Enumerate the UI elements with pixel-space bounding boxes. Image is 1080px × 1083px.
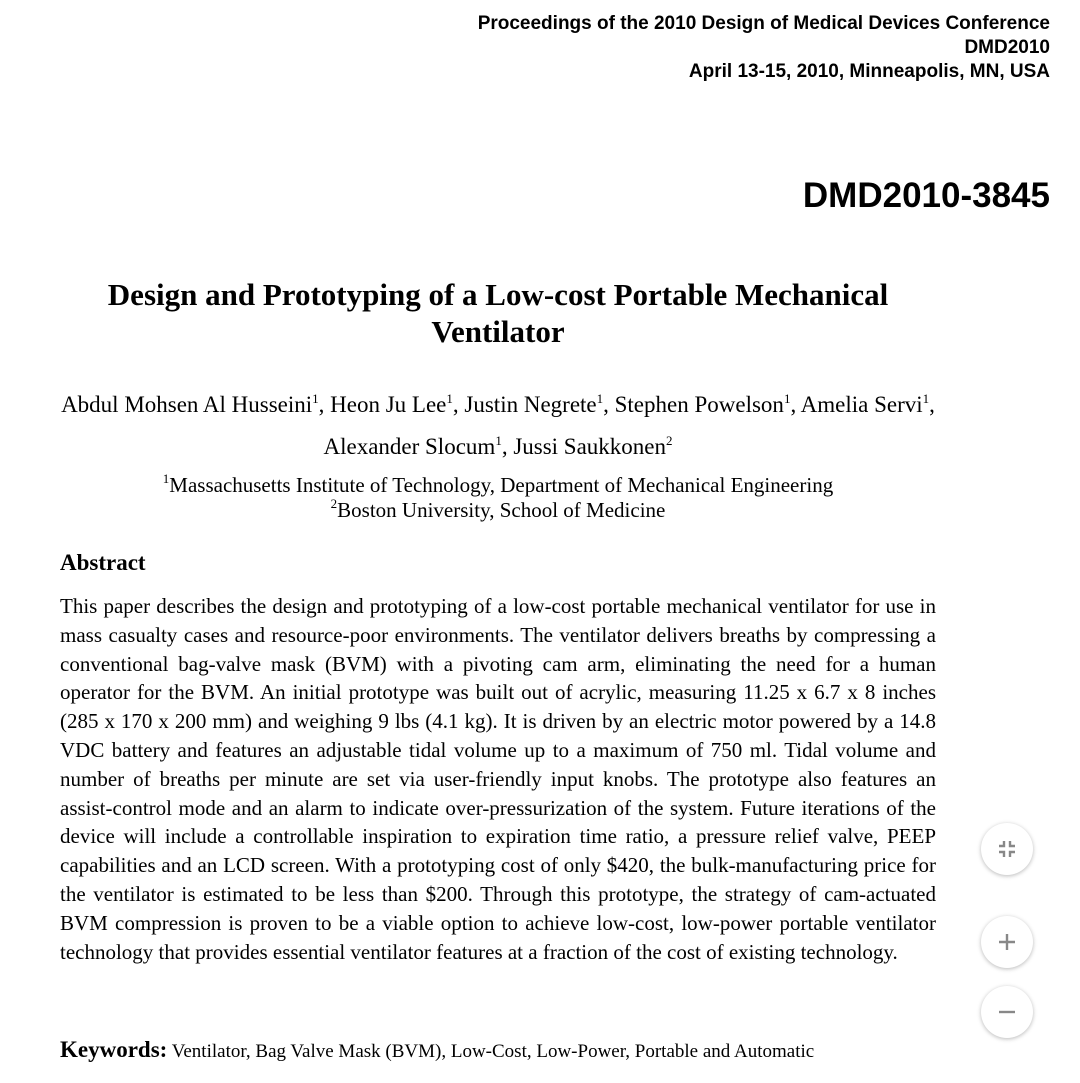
author-name: Stephen Powelson xyxy=(614,392,784,417)
author-separator: , xyxy=(452,392,465,417)
abstract-heading: Abstract xyxy=(60,550,146,575)
affiliation xyxy=(0,473,996,498)
zoom-in-button[interactable] xyxy=(981,916,1033,968)
exit-fullscreen-icon xyxy=(996,838,1018,860)
zoom-out-button[interactable] xyxy=(981,986,1033,1038)
author-name: Justin Negrete xyxy=(464,392,597,417)
author-affiliation-mark: 1 xyxy=(922,391,930,406)
author-affiliation-mark: 2 xyxy=(666,433,673,448)
author-affiliation-mark: 1 xyxy=(783,391,791,406)
author-list xyxy=(0,384,996,468)
author-name: Amelia Servi xyxy=(800,392,923,417)
author-affiliation-mark: 1 xyxy=(446,391,453,406)
author xyxy=(801,392,935,417)
author-name: Abdul Mohsen Al Husseini xyxy=(61,392,313,417)
affiliation-number: 2 xyxy=(330,496,338,511)
fit-page-button[interactable] xyxy=(981,823,1033,875)
author xyxy=(513,434,672,459)
author-separator: , xyxy=(603,392,615,417)
affiliation-number: 1 xyxy=(162,471,170,486)
author xyxy=(323,434,513,459)
plus-icon xyxy=(996,931,1018,953)
author-line xyxy=(0,426,996,468)
author-separator: , xyxy=(501,434,514,459)
conference-line: April 13-15, 2010, Minneapolis, MN, USA xyxy=(688,61,1050,82)
author-line xyxy=(0,384,996,426)
author-name: Heon Ju Lee xyxy=(330,392,447,417)
title-line: Ventilator xyxy=(431,314,565,349)
author-name: Alexander Slocum xyxy=(323,434,496,459)
author-separator: , xyxy=(929,392,935,417)
keywords-text: Ventilator, Bag Valve Mask (BVM), Low-Cost, Low-Power, Portable and Automatic xyxy=(171,1041,815,1062)
paper-id: DMD2010-3845 xyxy=(802,176,1050,215)
author-affiliation-mark: 1 xyxy=(495,433,502,448)
author xyxy=(61,392,330,417)
title-line: Design and Prototyping of a Low-cost Portable Mechanical xyxy=(107,277,889,312)
author-separator: , xyxy=(790,392,801,417)
conference-line: Proceedings of the 2010 Design of Medical Devices Conference xyxy=(477,13,1050,34)
affiliation-text: Boston University, School of Medicine xyxy=(337,498,666,522)
affiliation-list xyxy=(0,473,996,523)
author-affiliation-mark: 1 xyxy=(596,391,604,406)
keywords xyxy=(60,1036,814,1066)
conference-line: DMD2010 xyxy=(964,37,1050,58)
author-separator: , xyxy=(318,392,331,417)
keywords-label: Keywords: xyxy=(60,1037,168,1062)
author-name: Jussi Saukkonen xyxy=(513,434,667,459)
conference-info xyxy=(478,12,1050,84)
author xyxy=(615,392,801,417)
minus-icon xyxy=(996,1001,1018,1023)
author xyxy=(464,392,614,417)
paper-title xyxy=(0,276,996,350)
author xyxy=(330,392,464,417)
abstract-body: This paper describes the design and prototyping of a low-cost portable mechanical ventilator for use in mass casualty cases and resource-poor environments. The ventilator delivers breaths by compressing a conventional bag-valve mask (BVM) with a pivoting cam arm, eliminating the need for a human operator for the BVM. An initial prototype was built out of acrylic, measuring 11.25 x 6.7 x 8 inches (285 x 170 x 200 mm) and weighing 9 lbs (4.1 kg). It is driven by an electric motor powered by a 14.8 VDC battery and features an adjustable tidal volume up to a maximum of 750 ml. Tidal volume and number of breaths per minute are set via user-friendly input knobs. The prototype also features an assist-control mode and an alarm to indicate over-pressurization of the system. Future iterations of the device will include a controllable inspiration to expiration time ratio, a pressure relief valve, PEEP capabilities and an LCD screen. With a prototyping cost of only $420, the bulk-manufacturing price for the ventilator is estimated to be less than $200. Through this prototype, the strategy of cam-actuated BVM compression is proven to be a viable option to achieve low-cost, low-power portable ventilator technology that provides essential ventilator features at a fraction of the cost of existing technology. xyxy=(60,594,936,964)
author-affiliation-mark: 1 xyxy=(312,391,319,406)
affiliation-text: Massachusetts Institute of Technology, Department of Mechanical Engineering xyxy=(169,473,834,497)
affiliation xyxy=(0,498,996,523)
